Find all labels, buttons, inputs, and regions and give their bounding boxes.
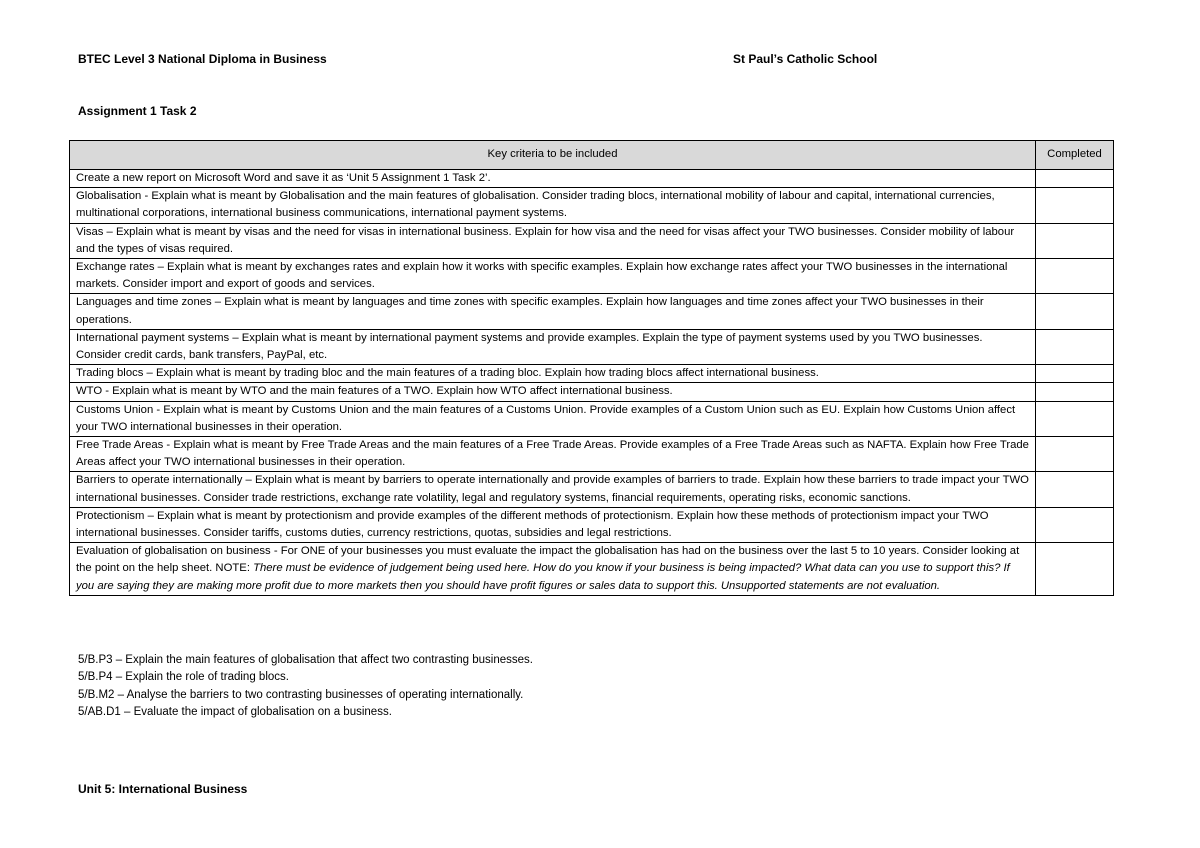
header-right: St Paul’s Catholic School	[733, 52, 878, 66]
completed-cell[interactable]	[1036, 294, 1114, 329]
table-row	[70, 170, 1114, 188]
criteria-cell: Protectionism – Explain what is meant by protectionism and provide examples of the different methods of protectionism. Explain how these methods of protectionism impact your TWO international businesses. Consider tariffs, customs duties, currency restrictions, quotas, subsidies and legal restrictions.	[70, 507, 1036, 542]
criteria-cell: Barriers to operate internationally – Explain what is meant by barriers to operate internationally and provide examples of barriers to trade. Explain how these barriers to trade impact your TWO international businesses. Consider trade restrictions, exchange rate volatility, legal and regulatory systems, financial requirements, operating risks, economic sanctions.	[70, 472, 1036, 507]
completed-cell[interactable]	[1036, 507, 1114, 542]
outcome-item: 5/B.P3 – Explain the main features of globalisation that affect two contrasting businesses.	[78, 654, 533, 666]
evaluation-note: There must be evidence of judgement being used here. How do you know if your business is being impacted? What data can you use to support this? If you are saying they are making more profit due to more markets then you should have profit figures or sales data to support this. Unsupported statements are not evaluation.	[76, 562, 1010, 592]
completed-cell[interactable]	[1036, 170, 1114, 188]
completed-cell[interactable]	[1036, 223, 1114, 258]
completed-cell[interactable]	[1036, 401, 1114, 436]
table-row	[70, 401, 1114, 436]
criteria-cell: Visas – Explain what is meant by visas and the need for visas in international business. Explain for how visa and the need for visas affect your TWO businesses. Consider mobility of labour and the types of visas required.	[70, 223, 1036, 258]
header-left: BTEC Level 3 National Diploma in Business	[78, 52, 327, 66]
table-row	[70, 329, 1114, 364]
criteria-cell: International payment systems – Explain what is meant by international payment systems and provide examples. Explain the type of payment systems used by you TWO businesses. Consider credit cards, bank transfers, PayPal, etc.	[70, 329, 1036, 364]
table-row	[70, 294, 1114, 329]
table-row	[70, 472, 1114, 507]
criteria-cell: WTO - Explain what is meant by WTO and the main features of a TWO. Explain how WTO affect international business.	[70, 383, 1036, 401]
footer: Unit 5: International Business	[78, 782, 248, 796]
assignment-title: Assignment 1 Task 2	[78, 104, 197, 118]
completed-cell[interactable]	[1036, 259, 1114, 294]
table-row	[70, 223, 1114, 258]
criteria-text: Evaluation of globalisation on business - For ONE of your businesses you must evaluate the impact the globalisation has had on the business over the last 5 to 10 years. Consider looking at the point on the help sheet. NOTE:	[76, 545, 1020, 575]
criteria-cell: Languages and time zones – Explain what is meant by languages and time zones with specific examples. Explain how languages and time zones affect your TWO businesses in their operations.	[70, 294, 1036, 329]
criteria-cell: Free Trade Areas - Explain what is meant by Free Trade Areas and the main features of a Free Trade Areas. Provide examples of a Free Trade Areas such as NAFTA. Explain how Free Trade Areas affect your TWO international businesses in their operation.	[70, 437, 1036, 472]
table-row	[70, 383, 1114, 401]
criteria-cell: Trading blocs – Explain what is meant by trading bloc and the main features of a trading bloc. Explain how trading blocs affect international business.	[70, 365, 1036, 383]
learning-outcomes	[78, 652, 533, 722]
table-row	[70, 543, 1114, 596]
criteria-cell: Exchange rates – Explain what is meant by exchanges rates and explain how it works with specific examples. Explain how exchange rates affect your TWO businesses in the international markets. Consider import and export of goods and services.	[70, 259, 1036, 294]
completed-cell[interactable]	[1036, 543, 1114, 596]
table-row	[70, 188, 1114, 223]
completed-cell[interactable]	[1036, 329, 1114, 364]
criteria-cell	[70, 543, 1036, 596]
column-header-completed: Completed	[1036, 141, 1114, 170]
criteria-cell: Globalisation - Explain what is meant by Globalisation and the main features of globalisation. Consider trading blocs, international mobility of labour and capital, international currencies, multinational corporations, international business communications, international payment systems.	[70, 188, 1036, 223]
column-header-criteria: Key criteria to be included	[70, 141, 1036, 170]
completed-cell[interactable]	[1036, 472, 1114, 507]
table-row	[70, 507, 1114, 542]
completed-cell[interactable]	[1036, 383, 1114, 401]
table-row	[70, 365, 1114, 383]
table-row	[70, 437, 1114, 472]
criteria-cell: Customs Union - Explain what is meant by Customs Union and the main features of a Customs Union. Provide examples of a Custom Union such as EU. Explain how Customs Union affect your TWO international businesses in their operation.	[70, 401, 1036, 436]
outcome-item: 5/AB.D1 – Evaluate the impact of globalisation on a business.	[78, 706, 392, 719]
completed-cell[interactable]	[1036, 188, 1114, 223]
table-header-row	[70, 141, 1114, 170]
outcome-item: 5/B.M2 – Analyse the barriers to two contrasting businesses of operating internationally.	[78, 688, 524, 701]
completed-cell[interactable]	[1036, 437, 1114, 472]
completed-cell[interactable]	[1036, 365, 1114, 383]
criteria-table	[69, 140, 1114, 596]
outcome-item: 5/B.P4 – Explain the role of trading blocs.	[78, 671, 289, 684]
table-row	[70, 259, 1114, 294]
criteria-cell: Create a new report on Microsoft Word and save it as ‘Unit 5 Assignment 1 Task 2’.	[70, 170, 1036, 188]
